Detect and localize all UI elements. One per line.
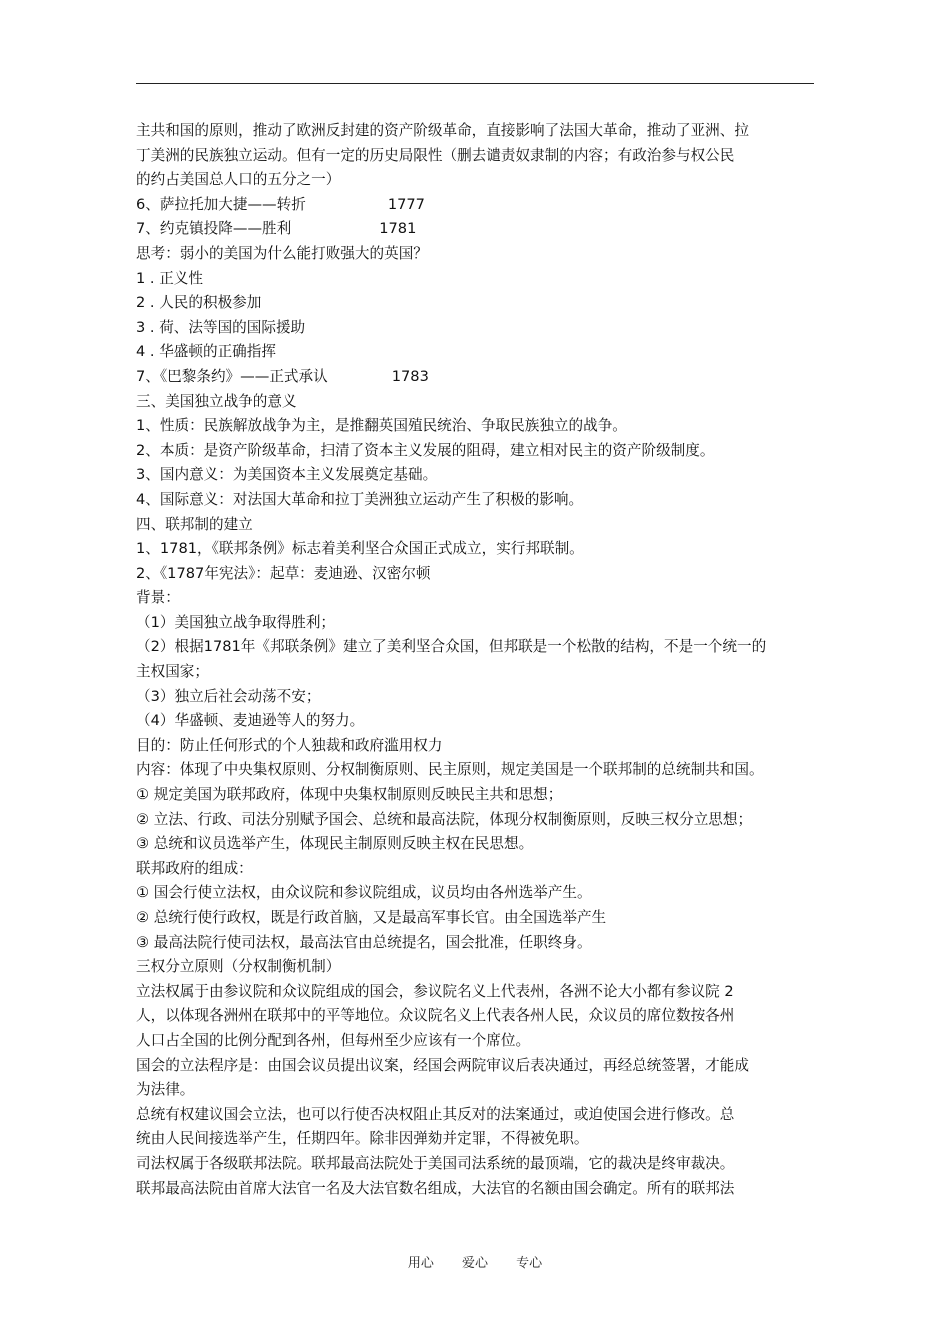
- line-text: 思考：弱小的美国为什么能打败强大的英国？: [136, 244, 428, 262]
- text-line: [136, 193, 826, 218]
- line-text: （3）独立后社会动荡不安；: [136, 687, 321, 705]
- line-text: 主共和国的原则，推动了欧洲反封建的资产阶级革命，直接影响了法国大革命，推动了亚洲、拉: [136, 122, 749, 139]
- text-line: [136, 685, 826, 710]
- footer-text-1: 用心: [407, 1256, 434, 1271]
- text-line: [136, 1152, 826, 1177]
- line-text: 1、1781，《联邦条例》标志着美利坚合众国正式成立，实行邦联制。: [136, 540, 584, 558]
- page-footer: [0, 1252, 950, 1271]
- text-line: [136, 217, 826, 242]
- text-line: [136, 340, 826, 365]
- line-text: 丁美洲的民族独立运动。但有一定的历史局限性（删去谴责奴隶制的内容；有政治参与权公民: [136, 146, 735, 164]
- text-line: [136, 390, 826, 415]
- line-text: 为法律。: [136, 1081, 195, 1099]
- line-text: 背景：: [136, 589, 180, 607]
- text-line: [136, 931, 826, 956]
- text-line: [136, 168, 826, 193]
- text-line: [136, 488, 826, 513]
- text-line: [136, 635, 826, 660]
- text-line: [136, 980, 826, 1005]
- line-text: 司法权属于各级联邦法院。联邦最高法院处于美国司法系统的最顶端，它的裁决是终审裁决。: [136, 1154, 735, 1172]
- text-line: [136, 1029, 826, 1054]
- text-line: [136, 513, 826, 538]
- text-line: [136, 1078, 826, 1103]
- header-rule: [136, 83, 814, 84]
- text-line: [136, 1177, 826, 1202]
- line-text: 2 . 人民的积极参加: [136, 294, 262, 312]
- text-line: [136, 1004, 826, 1029]
- line-text: 3、国内意义：为美国资本主义发展奠定基础。: [136, 466, 438, 484]
- text-line: [136, 242, 826, 267]
- line-text: 总统有权建议国会立法，也可以行使否决权阻止其反对的法案通过，或迫使国会进行修改。总: [136, 1105, 735, 1123]
- line-text: 国会的立法程序是：由国会议员提出议案，经国会两院审议后表决通过，再经总统签署，才能成: [136, 1056, 749, 1074]
- text-line: [136, 955, 826, 980]
- line-text: 4、国际意义：对法国大革命和拉丁美洲独立运动产生了积极的影响。: [136, 490, 584, 508]
- text-line: [136, 906, 826, 931]
- text-line: [136, 709, 826, 734]
- line-text: 主权国家；: [136, 663, 209, 681]
- text-line: [136, 365, 826, 390]
- text-line: [136, 316, 826, 341]
- line-text: 1、性质：民族解放战争为主，是推翻英国殖民统治、争取民族独立的战争。: [136, 417, 627, 435]
- text-line: [136, 660, 826, 685]
- line-text: 7、约克镇投降——胜利: [136, 220, 292, 238]
- line-text: （1）美国独立战争取得胜利；: [136, 613, 336, 631]
- text-line: [136, 758, 826, 783]
- line-text: 2、本质：是资产阶级革命，扫清了资本主义发展的阻碍，建立相对民主的资产阶级制度。: [136, 441, 715, 459]
- text-line: [136, 586, 826, 611]
- text-line: [136, 291, 826, 316]
- text-line: [136, 857, 826, 882]
- line-text: 联邦最高法院由首席大法官一名及大法官数名组成，大法官的名额由国会确定。所有的联邦法: [136, 1179, 735, 1197]
- line-text: 3 . 荷、法等国的国际援助: [136, 318, 306, 336]
- year-label: 1783: [391, 367, 429, 385]
- line-text: 三、美国独立战争的意义: [136, 392, 297, 410]
- line-text: 联邦政府的组成：: [136, 859, 253, 877]
- text-line: [136, 832, 826, 857]
- line-text: 6、萨拉托加大捷——转折: [136, 195, 306, 213]
- text-line: [136, 808, 826, 833]
- text-line: [136, 267, 826, 292]
- line-text: ② 总统行使行政权，既是行政首脑，又是最高军事长官。由全国选举产生: [136, 909, 607, 926]
- text-line: [136, 463, 826, 488]
- line-text: 人口占全国的比例分配到各州，但每州至少应该有一个席位。: [136, 1031, 531, 1049]
- line-text: 统由人民间接选举产生，任期四年。除非因弹劾并定罪，不得被免职。: [136, 1130, 589, 1148]
- line-text: 2、《1787年宪法》：起草：麦迪逊、汉密尔顿: [136, 564, 431, 582]
- text-line: [136, 611, 826, 636]
- text-line: [136, 144, 826, 169]
- line-text: 内容：体现了中央集权原则、分权制衡原则、民主原则，规定美国是一个联邦制的总统制共和国。: [136, 761, 764, 779]
- text-line: [136, 734, 826, 759]
- text-line: [136, 562, 826, 587]
- text-line: [136, 1127, 826, 1152]
- line-text: ③ 总统和议员选举产生，体现民主制原则反映主权在民思想。: [136, 835, 534, 853]
- text-line: [136, 881, 826, 906]
- line-text: ② 立法、行政、司法分别赋予国会、总统和最高法院，体现分权制衡原则，反映三权分立思想；: [136, 810, 753, 828]
- line-text: 四、联邦制的建立: [136, 515, 253, 533]
- text-line: [136, 414, 826, 439]
- line-text: 的约占美国总人口的五分之一）: [136, 171, 341, 189]
- line-text: ① 国会行使立法权，由众议院和参议院组成，议员均由各州选举产生。: [136, 884, 592, 902]
- text-line: [136, 1054, 826, 1079]
- line-text: 目的：防止任何形式的个人独裁和政府滥用权力: [136, 736, 443, 754]
- text-line: [136, 439, 826, 464]
- document-body: [136, 119, 826, 1201]
- line-text: ③ 最高法院行使司法权，最高法官由总统提名，国会批准，任职终身。: [136, 933, 592, 951]
- line-text: （2）根据1781年《邦联条例》建立了美利坚合众国，但邦联是一个松散的结构，不是一个统一的: [136, 638, 767, 656]
- year-label: 1781: [379, 220, 417, 238]
- text-line: [136, 783, 826, 808]
- line-text: （4）华盛顿、麦迪逊等人的努力。: [136, 712, 365, 730]
- line-text: 三权分立原则（分权制衡机制）: [136, 958, 341, 976]
- year-label: 1777: [387, 195, 425, 213]
- footer-text-3: 专心: [516, 1256, 543, 1271]
- text-line: [136, 119, 826, 144]
- text-line: [136, 1103, 826, 1128]
- line-text: 1 . 正义性: [136, 269, 203, 287]
- line-text: 立法权属于由参议院和众议院组成的国会，参议院名义上代表州，各洲不论大小都有参议院 2: [136, 982, 734, 1000]
- footer-text-2: 爱心: [461, 1256, 488, 1271]
- line-text: ① 规定美国为联邦政府，体现中央集权制原则反映民主共和思想；: [136, 786, 563, 804]
- text-line: [136, 537, 826, 562]
- line-text: 人，以体现各洲州在联邦中的平等地位。众议院名义上代表各州人民，众议员的席位数按各州: [136, 1007, 735, 1025]
- line-text: 4 . 华盛顿的正确指挥: [136, 343, 276, 361]
- line-text: 7、《巴黎条约》——正式承认: [136, 367, 328, 385]
